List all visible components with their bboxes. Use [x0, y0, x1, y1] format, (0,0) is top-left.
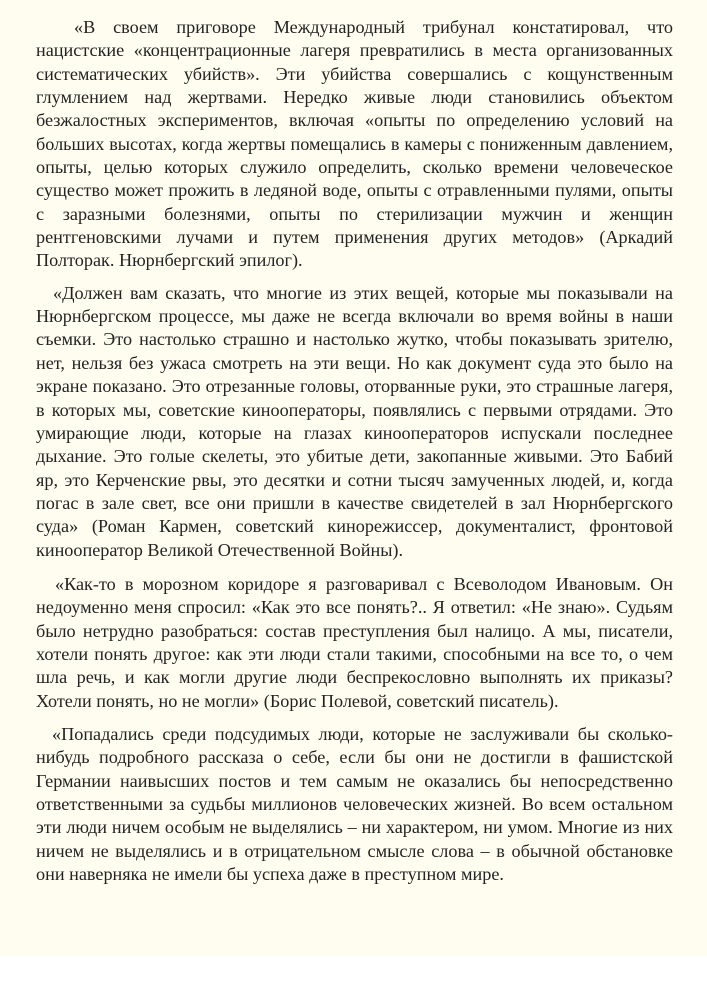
paragraph-defendants-quote: «Попадались среди подсудимых люди, которые не заслуживали бы сколько-нибудь подробного рассказа о себе, если бы они не достигли в фашистской Германии наивысших постов и тем самым не оказались бы непосредственно ответственными за судьбы миллионов человеческих жизней. Во всем остальном эти люди ничем особым не выделялись – ни характером, ни умом. Многие из них ничем не выделялись и в отрицательном смысле слова – в обычной обстановке они наверняка не имели бы успеха даже в преступном мире.: [36, 723, 673, 885]
paragraph-karmen-quote: «Должен вам сказать, что многие из этих вещей, которые мы показывали на Нюрнбергском процессе, мы даже не всегда включали во время войны в наши съемки. Это настолько страшно и настолько жутко, чтобы показывать зрителю, нет, нельзя без ужаса смотреть на эти вещи. Но как документ суда это было на экране показано. Это отрезанные головы, оторванные руки, это страшные лагеря, в которых мы, советские кинооператоры, появлялись с первыми отрядами. Это умирающие люди, которые на глазах кинооператоров испускали последнее дыхание. Это голые скелеты, это убитые дети, закопанные живыми. Это Бабий яр, это Керченские рвы, это десятки и сотни тысяч замученных людей, и, когда погас в зале свет, все они пришли в качестве свидетелей в зал Нюрнбергского суда» (Роман Кармен, советский кинорежиссер, документалист, фронтовой кинооператор Великой Отечественной Войны).: [36, 282, 673, 560]
document-body: [36, 16, 673, 886]
paragraph-polevoy-quote: «Как-то в морозном коридоре я разговаривал с Всеволодом Ивановым. Он недоуменно меня спросил: «Как это все понять?.. Я ответил: «Не знаю». Судьям было нетрудно разобраться: состав преступления был налицо. А мы, писатели, хотели понять другое: как эти люди стали такими, способными на все то, о чем шла речь, и как могли другие люди беспрекословно выполнять их приказы? Хотели понять, но не могли» (Борис Полевой, советский писатель).: [36, 573, 673, 711]
paragraph-tribunal-quote: «В своем приговоре Международный трибунал констатировал, что нацистские «концентрационные лагеря превратились в места организованных систематических убийств». Эти убийства совершались с кощунственным глумлением над жертвами. Нередко живые люди становились объектом безжалостных экспериментов, включая «опыты по определению условий на больших высотах, когда жертвы помещались в камеры с пониженным давлением, опыты, целью которых служило определить, сколько времени человеческое существо может прожить в ледяной воде, опыты с отравленными пулями, опыты с заразными болезнями, опыты по стерилизации мужчин и женщин рентгеновскими лучами и путем применения других методов» (Аркадий Полторак. Нюрнбергский эпилог).: [36, 17, 673, 271]
